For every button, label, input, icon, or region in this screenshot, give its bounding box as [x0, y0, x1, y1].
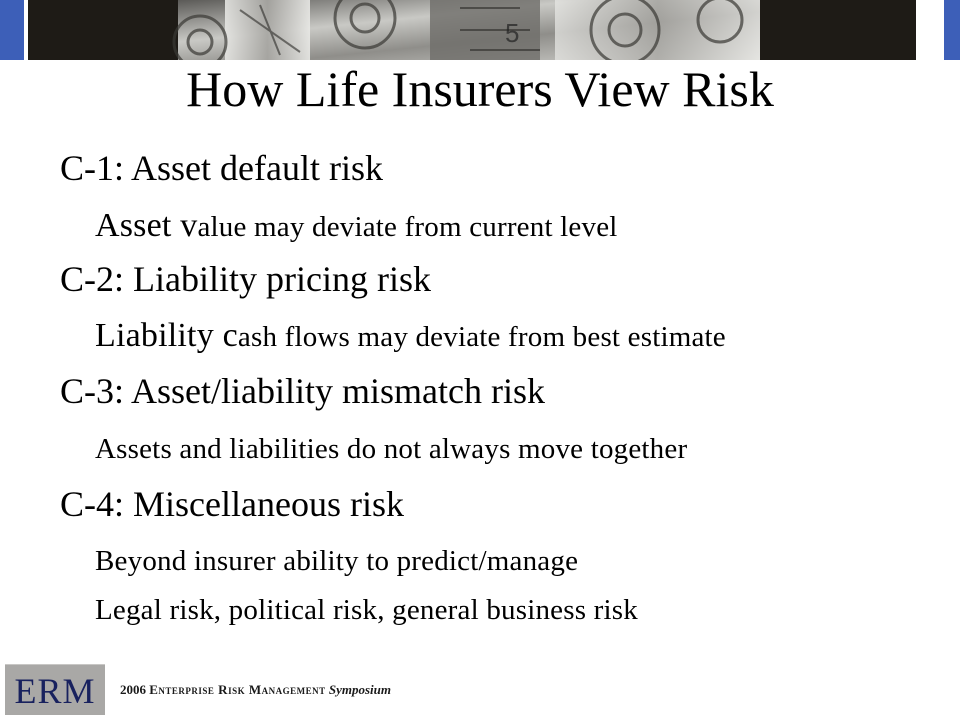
category-c3-description: Assets and liabilities do not always move together [95, 433, 688, 465]
category-c1-heading: C-1: Asset default risk [60, 148, 383, 188]
description-rest: ash flows may deviate from best estimate [237, 321, 726, 353]
category-c3-heading: C-3: Asset/liability mismatch risk [60, 371, 545, 411]
category-c2-heading: C-2: Liability pricing risk [60, 259, 431, 299]
category-c1-description [95, 207, 618, 245]
footer-year: 2006 [120, 682, 146, 697]
svg-text:5: 5 [505, 18, 520, 48]
category-c4-heading: C-4: Miscellaneous risk [60, 484, 404, 524]
footer-event-name [120, 682, 391, 698]
description-lead: Asset v [95, 207, 198, 244]
footer-event-suffix: Symposium [328, 682, 391, 697]
footer [0, 652, 960, 720]
category-c4-description: Beyond insurer ability to predict/manage [95, 545, 579, 577]
category-c2-description [95, 317, 726, 355]
footer-event: Enterprise Risk Management [149, 682, 326, 697]
slide-title: How Life Insurers View Risk [186, 61, 774, 117]
description-lead: Liability c [95, 317, 238, 354]
category-c4-examples: Legal risk, political risk, general business risk [95, 594, 638, 626]
erm-logo: ERM [5, 664, 105, 715]
description-rest: alue may deviate from current level [197, 211, 618, 243]
